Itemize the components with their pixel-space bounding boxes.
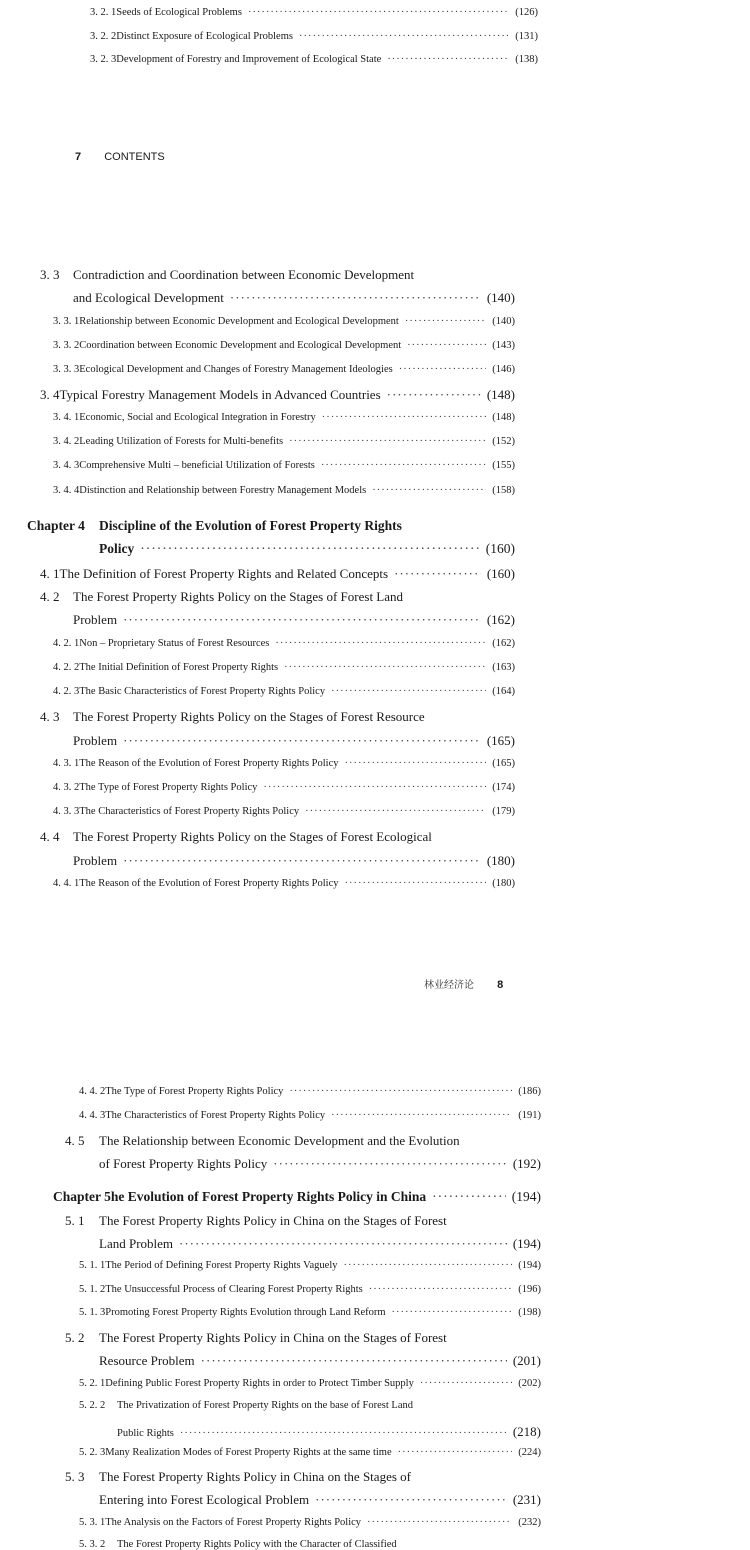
toc-entry[interactable] (65, 1330, 541, 1346)
toc-page-number: (131) (515, 31, 538, 42)
toc-number: 5. 1 (65, 1213, 85, 1228)
toc-number: 5. 1. 2 (79, 1284, 106, 1295)
leader-dots (432, 1189, 506, 1205)
toc-entry-continuation[interactable] (73, 290, 515, 306)
toc-title: Development of Forestry and Improvement of Ecological State (116, 54, 382, 65)
toc-entry[interactable] (90, 31, 538, 42)
toc-title: The Characteristics of Forest Property Rights Policy (79, 806, 300, 817)
toc-number: 3. 4. 2 (53, 436, 80, 447)
toc-page-number: (201) (512, 1353, 541, 1368)
leader-dots (179, 1236, 507, 1252)
page-number: 8 (497, 979, 504, 991)
toc-page-number: (194) (512, 1236, 541, 1251)
toc-number: 3. 2. 3 (90, 54, 117, 65)
toc-title: Entering into Forest Ecological Problem (99, 1492, 310, 1507)
toc-number: 4. 3. 2 (53, 782, 80, 793)
toc-entry-continuation[interactable] (99, 1236, 541, 1252)
toc-chapter-continuation[interactable] (99, 541, 515, 557)
toc-page-number: (140) (486, 290, 515, 305)
chapter-title: Discipline of the Evolution of Forest Property Rights (99, 518, 402, 533)
toc-title: Comprehensive Multi – beneficial Utilization of Forests (79, 460, 315, 471)
leader-dots (344, 1260, 513, 1271)
leader-dots (387, 387, 481, 403)
toc-page-number: (160) (486, 566, 515, 581)
toc-entry[interactable] (79, 1284, 541, 1295)
toc-page-number: (126) (515, 7, 538, 18)
toc-title: The Unsuccessful Process of Clearing Forest Property Rights (105, 1284, 363, 1295)
toc-title: Economic, Social and Ecological Integration in Forestry (79, 412, 316, 423)
header-label: CONTENTS (104, 151, 165, 163)
toc-page-number: (191) (518, 1110, 541, 1121)
toc-title: The Characteristics of Forest Property Rights Policy (105, 1110, 326, 1121)
toc-entry[interactable] (90, 54, 538, 65)
leader-dots (405, 316, 486, 327)
leader-dots (345, 758, 487, 769)
toc-number: 4. 4. 2 (79, 1086, 106, 1097)
toc-title: Typical Forestry Management Models in Advanced Countries (59, 387, 381, 402)
toc-number: 3. 3. 1 (53, 316, 80, 327)
toc-number: 4. 1 (40, 566, 60, 581)
toc-entry[interactable] (79, 1447, 541, 1458)
toc-title: Contradiction and Coordination between Economic Development (73, 267, 415, 282)
toc-entry[interactable] (53, 316, 515, 327)
toc-title: The Forest Property Rights Policy with the Character of Classified (117, 1539, 397, 1550)
leader-dots (123, 733, 481, 749)
toc-entry[interactable] (40, 709, 515, 725)
toc-number: 5. 3 (65, 1469, 85, 1484)
toc-entry[interactable] (40, 267, 515, 283)
toc-page-number: (162) (486, 612, 515, 627)
leader-dots (369, 1284, 512, 1295)
toc-page-number: (158) (492, 485, 515, 496)
toc-page-number: (180) (486, 853, 515, 868)
toc-entry[interactable] (53, 412, 515, 423)
toc-title: of Forest Property Rights Policy (99, 1156, 268, 1171)
leader-dots (394, 566, 481, 582)
toc-title: Many Realization Modes of Forest Property Rights at the same time (105, 1447, 392, 1458)
toc-number: 3. 4. 4 (53, 485, 80, 496)
toc-entry[interactable] (79, 1110, 541, 1121)
toc-page-number: (146) (492, 364, 515, 375)
toc-entry[interactable] (40, 387, 515, 403)
toc-entry[interactable] (65, 1133, 541, 1149)
toc-entry[interactable] (79, 1307, 541, 1318)
toc-number: 4. 2. 1 (53, 638, 80, 649)
toc-entry[interactable] (79, 1378, 541, 1389)
leader-dots (123, 612, 481, 628)
toc-number: 5. 1. 1 (79, 1260, 106, 1271)
toc-entry-continuation[interactable] (73, 612, 515, 628)
toc-page-number: (164) (492, 686, 515, 697)
toc-entry[interactable] (79, 1260, 541, 1271)
toc-entry[interactable] (53, 782, 515, 793)
toc-entry[interactable] (53, 758, 515, 769)
leader-dots (345, 878, 487, 889)
toc-number: 4. 2. 3 (53, 686, 80, 697)
toc-number: 3. 3. 3 (53, 364, 80, 375)
toc-number: 5. 2. 3 (79, 1447, 106, 1458)
toc-entry[interactable] (79, 1086, 541, 1097)
toc-title: The Forest Property Rights Policy on the Stages of Forest Ecological (73, 829, 432, 844)
leader-dots (367, 1517, 512, 1528)
toc-number: 5. 2 (65, 1330, 85, 1345)
toc-entry[interactable] (90, 7, 538, 18)
toc-page-number: (179) (492, 806, 515, 817)
toc-page-number: (143) (492, 340, 515, 351)
chapter-number: Chapter 4 (27, 518, 85, 533)
leader-dots (123, 853, 481, 869)
toc-title: Resource Problem (99, 1353, 195, 1368)
toc-number: 4. 2. 2 (53, 662, 80, 673)
leader-dots (407, 340, 486, 351)
toc-number: 3. 3 (40, 267, 60, 282)
toc-entry[interactable] (53, 878, 515, 889)
toc-page-number: (148) (492, 412, 515, 423)
toc-entry[interactable] (65, 1213, 541, 1229)
leader-dots (322, 412, 487, 423)
toc-number: 3. 3. 2 (53, 340, 80, 351)
toc-number: 3. 4. 3 (53, 460, 80, 471)
toc-entry[interactable] (53, 485, 515, 496)
leader-dots (289, 1086, 512, 1097)
toc-title: The Period of Defining Forest Property Rights Vaguely (105, 1260, 338, 1271)
toc-title: The Forest Property Rights Policy on the Stages of Forest Resource (73, 709, 425, 724)
leader-dots (372, 485, 486, 496)
toc-title: Problem (73, 733, 118, 748)
toc-chapter-entry[interactable] (27, 518, 515, 534)
toc-entry[interactable] (53, 340, 515, 351)
toc-number: 5. 1. 3 (79, 1307, 106, 1318)
toc-title: The Forest Property Rights Policy in China on the Stages of (99, 1469, 411, 1484)
toc-number: 4. 5 (65, 1133, 85, 1148)
toc-title: Non – Proprietary Status of Forest Resources (79, 638, 270, 649)
toc-title: Relationship between Economic Development and Ecological Development (79, 316, 399, 327)
header-label: 林业经济论 (424, 980, 474, 991)
toc-number: 4. 3. 3 (53, 806, 80, 817)
toc-title: The Type of Forest Property Rights Policy (79, 782, 258, 793)
toc-title: The Type of Forest Property Rights Policy (105, 1086, 284, 1097)
leader-dots (140, 541, 480, 557)
toc-number: 5. 3. 1 (79, 1517, 106, 1528)
toc-number: 5. 3. 2 (79, 1539, 106, 1550)
toc-title: Defining Public Forest Property Rights in order to Protect Timber Supply (105, 1378, 414, 1389)
leader-dots (315, 1492, 507, 1508)
toc-title: The Analysis on the Factors of Forest Property Rights Policy (105, 1517, 362, 1528)
toc-number: 5. 2. 1 (79, 1378, 106, 1389)
toc-entry-continuation[interactable] (73, 853, 515, 869)
toc-entry-continuation[interactable] (99, 1492, 541, 1508)
toc-entry[interactable] (53, 806, 515, 817)
toc-number: 4. 3. 1 (53, 758, 80, 769)
leader-dots (275, 638, 486, 649)
toc-title: Problem (73, 853, 118, 868)
chapter-title: Policy (99, 541, 135, 556)
toc-title: Distinction and Relationship between Forestry Management Models (79, 485, 367, 496)
toc-title: Problem (73, 612, 118, 627)
toc-title: Distinct Exposure of Ecological Problems (116, 31, 293, 42)
toc-entry[interactable] (40, 566, 515, 582)
toc-page-number: (186) (518, 1086, 541, 1097)
toc-page-number: (138) (515, 54, 538, 65)
page-header (75, 151, 165, 163)
toc-number: 4. 3 (40, 709, 60, 724)
leader-dots (398, 1447, 513, 1458)
toc-entry-continuation[interactable] (99, 1156, 541, 1172)
leader-dots (284, 662, 486, 673)
toc-page-number: (162) (492, 638, 515, 649)
page-header (424, 976, 503, 991)
toc-entry[interactable] (53, 364, 515, 375)
toc-title: The Forest Property Rights Policy in China on the Stages of Forest (99, 1330, 447, 1345)
toc-entry[interactable] (53, 686, 515, 697)
leader-dots (263, 782, 486, 793)
toc-number: 4. 4. 3 (79, 1110, 106, 1121)
toc-title: Leading Utilization of Forests for Multi-benefits (79, 436, 284, 447)
toc-page-number: (196) (518, 1284, 541, 1295)
toc-page-number: (160) (485, 541, 515, 556)
toc-entry[interactable] (53, 460, 515, 471)
toc-page-number: (231) (512, 1492, 541, 1507)
toc-entry[interactable] (65, 1469, 541, 1485)
toc-page-number: (152) (492, 436, 515, 447)
leader-dots (273, 1156, 507, 1172)
toc-entry-continuation[interactable] (117, 1424, 541, 1440)
toc-entry[interactable] (53, 662, 515, 673)
toc-page-number: (224) (518, 1447, 541, 1458)
toc-page-number: (194) (518, 1260, 541, 1271)
leader-dots (387, 54, 509, 65)
chapter-number: Chapter 5 (53, 1189, 111, 1204)
toc-entry[interactable] (53, 436, 515, 447)
toc-page-number: (202) (518, 1378, 541, 1389)
toc-title: Ecological Development and Changes of Forestry Management Ideologies (79, 364, 393, 375)
toc-title: The Reason of the Evolution of Forest Property Rights Policy (79, 758, 339, 769)
toc-page-number: (194) (511, 1189, 541, 1204)
toc-title: The Forest Property Rights Policy on the Stages of Forest Land (73, 589, 404, 604)
toc-number: 4. 4. 1 (53, 878, 80, 889)
toc-title: and Ecological Development (73, 290, 224, 305)
toc-page-number: (165) (486, 733, 515, 748)
leader-dots (180, 1428, 507, 1439)
page-number: 7 (75, 151, 82, 163)
leader-dots (305, 806, 486, 817)
toc-chapter-entry[interactable] (53, 1189, 541, 1205)
toc-page-number: (180) (492, 878, 515, 889)
leader-dots (331, 686, 486, 697)
toc-entry[interactable] (53, 638, 515, 649)
leader-dots (201, 1353, 507, 1369)
leader-dots (321, 460, 486, 471)
toc-title: The Relationship between Economic Development and the Evolution (99, 1133, 460, 1148)
toc-page-number: (218) (512, 1424, 541, 1439)
leader-dots (331, 1110, 512, 1121)
toc-title: Promoting Forest Property Rights Evolution through Land Reform (105, 1307, 386, 1318)
toc-number: 5. 2. 2 (79, 1400, 106, 1411)
toc-entry[interactable] (79, 1400, 541, 1411)
toc-title: Public Rights (117, 1428, 174, 1439)
leader-dots (399, 364, 487, 375)
toc-number: 3. 4 (40, 387, 60, 402)
toc-page-number: (174) (492, 782, 515, 793)
toc-page-number: (155) (492, 460, 515, 471)
leader-dots (248, 7, 509, 18)
toc-title: Land Problem (99, 1236, 174, 1251)
toc-title: The Forest Property Rights Policy in China on the Stages of Forest (99, 1213, 447, 1228)
toc-number: 4. 2 (40, 589, 60, 604)
toc-entry-continuation[interactable] (73, 733, 515, 749)
toc-entry[interactable] (40, 829, 515, 845)
toc-title: The Reason of the Evolution of Forest Property Rights Policy (79, 878, 339, 889)
toc-number: 3. 2. 2 (90, 31, 117, 42)
leader-dots (392, 1307, 513, 1318)
toc-page-number: (165) (492, 758, 515, 769)
toc-title: Coordination between Economic Development and Ecological Development (79, 340, 402, 351)
toc-entry[interactable] (40, 589, 515, 605)
toc-number: 3. 2. 1 (90, 7, 117, 18)
toc-title: Seeds of Ecological Problems (116, 7, 242, 18)
toc-title: The Basic Characteristics of Forest Property Rights Policy (79, 686, 326, 697)
toc-title: The Privatization of Forest Property Rights on the base of Forest Land (117, 1400, 413, 1411)
toc-page-number: (192) (512, 1156, 541, 1171)
toc-number: 3. 4. 1 (53, 412, 80, 423)
leader-dots (420, 1378, 512, 1389)
toc-page-number: (198) (518, 1307, 541, 1318)
toc-title: The Definition of Forest Property Rights and Related Concepts (59, 566, 389, 581)
leader-dots (299, 31, 509, 42)
toc-title: The Initial Definition of Forest Property Rights (79, 662, 279, 673)
leader-dots (230, 290, 481, 306)
toc-page-number: (163) (492, 662, 515, 673)
toc-entry-continuation[interactable] (99, 1353, 541, 1369)
toc-page-number: (148) (486, 387, 515, 402)
chapter-title: he Evolution of Forest Property Rights Policy in China (110, 1189, 427, 1204)
toc-page-number: (140) (492, 316, 515, 327)
toc-page-number: (232) (518, 1517, 541, 1528)
toc-number: 4. 4 (40, 829, 60, 844)
toc-entry[interactable] (79, 1539, 541, 1550)
leader-dots (289, 436, 486, 447)
toc-entry[interactable] (79, 1517, 541, 1528)
